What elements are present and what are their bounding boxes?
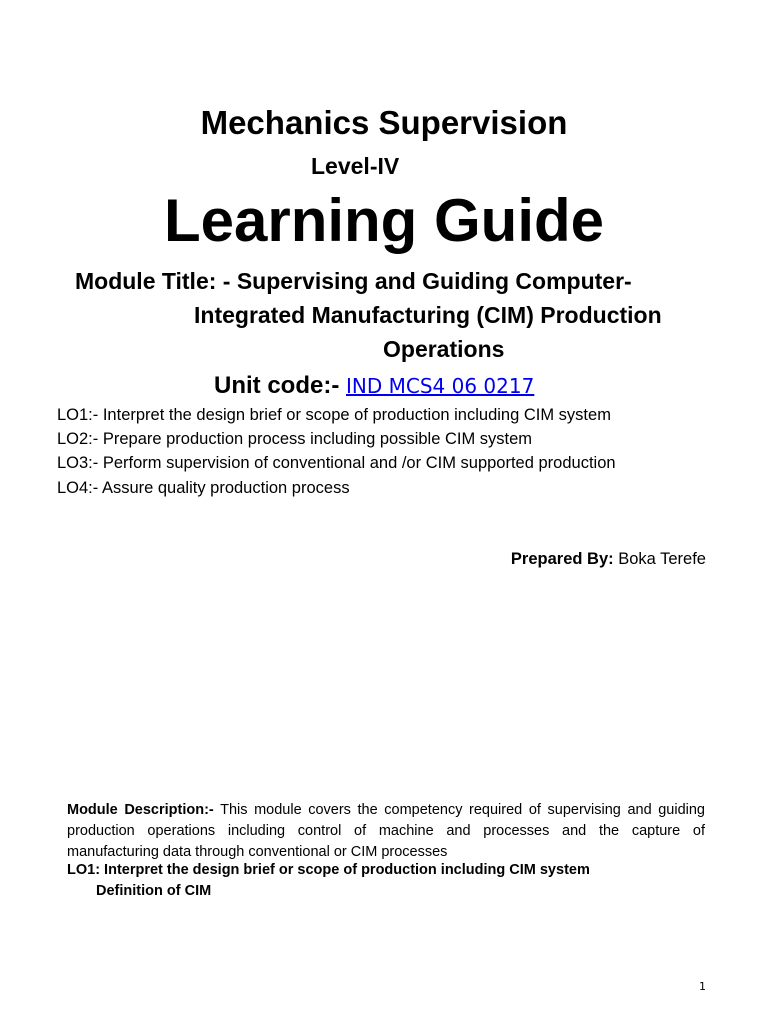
module-description-label: Module Description:- [67, 802, 214, 818]
module-description-text: This module covers the competency required of supervising and guiding production operations including control of machine and processes and the capture of manufacturing data through conventional or CIM processes [67, 802, 705, 860]
learning-outcome-3: LO3:- Perform supervision of conventional and /or CIM supported production [57, 454, 616, 472]
prepared-by-label: Prepared By: [510, 550, 614, 568]
learning-outcome-1: LO1:- Interpret the design brief or scope of production including CIM system [57, 406, 611, 424]
program-title: Mechanics Supervision [200, 104, 568, 141]
section-heading-definition: Definition of CIM [96, 883, 212, 899]
level-label: Level-IV [311, 153, 400, 179]
document-title: Learning Guide [163, 187, 605, 254]
lo1-heading: LO1: Interpret the design brief or scope of production including CIM system [67, 862, 590, 878]
unit-code-link[interactable]: IND MCS4 06 0217 [346, 374, 535, 398]
unit-code-row [214, 372, 534, 400]
module-title-line-1: Module Title: - Supervising and Guiding Computer- [75, 268, 632, 294]
learning-outcome-2: LO2:- Prepare production process including possible CIM system [57, 430, 533, 448]
learning-outcome-4: LO4:- Assure quality production process [57, 479, 350, 497]
prepared-by [511, 550, 706, 569]
unit-code-label: Unit code:- [214, 372, 340, 399]
page-number: 1 [699, 980, 706, 993]
module-title-line-3: Operations [383, 336, 505, 362]
module-description [67, 800, 705, 863]
prepared-by-name: Boka Terefe [618, 550, 706, 568]
module-title-line-2: Integrated Manufacturing (CIM) Production [194, 302, 662, 328]
